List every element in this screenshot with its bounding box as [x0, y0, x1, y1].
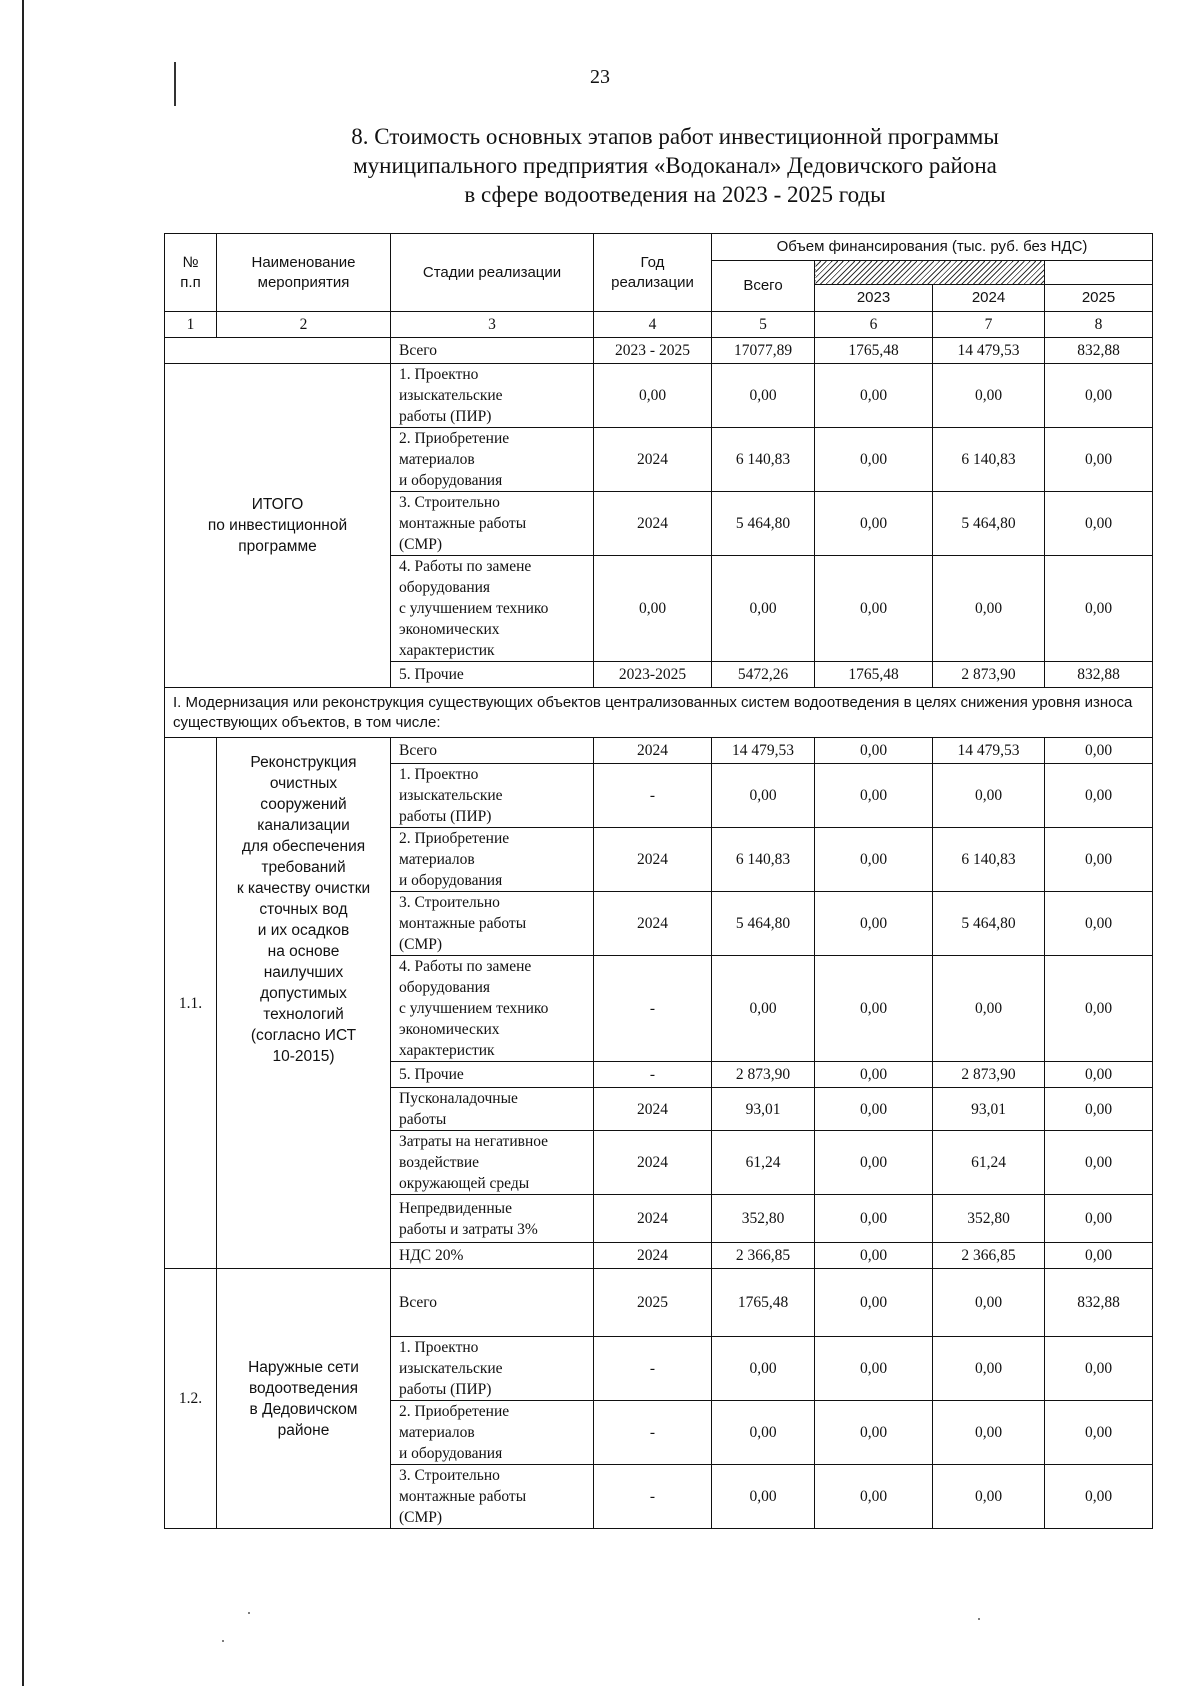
- value-2025-cell: 0,00: [1045, 1465, 1153, 1529]
- header-funding: Объем финансирования (тыс. руб. без НДС): [712, 234, 1153, 261]
- value-2023-cell: 0,00: [815, 492, 933, 556]
- page-number: 23: [590, 66, 610, 88]
- value-2023-cell: 0,00: [815, 1465, 933, 1529]
- value-2024-cell: 5 464,80: [933, 492, 1045, 556]
- scan-speck: [222, 1640, 224, 1642]
- hatched-cell: [815, 261, 1045, 285]
- stage-cell: Пусконаладочные работы: [391, 1088, 594, 1131]
- title-line-2: муниципального предприятия «Водоканал» Дедовичского района: [353, 153, 997, 178]
- total-cell: 0,00: [712, 1337, 815, 1401]
- value-2024-cell: 0,00: [933, 364, 1045, 428]
- value-2023-cell: 0,00: [815, 1088, 933, 1131]
- value-2024-cell: 0,00: [933, 1401, 1045, 1465]
- value-2024-cell: 6 140,83: [933, 428, 1045, 492]
- value-2025-cell: 0,00: [1045, 1195, 1153, 1243]
- total-cell: 352,80: [712, 1195, 815, 1243]
- total-cell: 0,00: [712, 956, 815, 1062]
- header-2025: 2025: [1045, 285, 1153, 312]
- total-cell: 2 366,85: [712, 1243, 815, 1269]
- summary-total-row: [165, 338, 1153, 364]
- total-cell: 93,01: [712, 1088, 815, 1131]
- value-2024-cell: 93,01: [933, 1088, 1045, 1131]
- value-2025-cell: 0,00: [1045, 556, 1153, 662]
- column-number: 7: [933, 312, 1045, 338]
- year-cell: 2024: [594, 1243, 712, 1269]
- value-2023-cell: 0,00: [815, 1243, 933, 1269]
- header-stage: Стадии реализации: [391, 234, 594, 312]
- value-2024-cell: 6 140,83: [933, 828, 1045, 892]
- value-2024-cell: 5 464,80: [933, 892, 1045, 956]
- value-2025-cell: 0,00: [1045, 364, 1153, 428]
- year-cell: -: [594, 764, 712, 828]
- value-2023-cell: 0,00: [815, 892, 933, 956]
- value-2025-cell: 0,00: [1045, 764, 1153, 828]
- value-2024-cell: 0,00: [933, 1465, 1045, 1529]
- value-2025-cell: 0,00: [1045, 738, 1153, 764]
- value-2023-cell: 0,00: [815, 364, 933, 428]
- table-row: [165, 364, 1153, 428]
- header-year: Год реализации: [594, 234, 712, 312]
- section-row: [165, 688, 1153, 738]
- stage-cell: 5. Прочие: [391, 1062, 594, 1088]
- item-name-cell: Наружные сети водоотведения в Дедовичском районе: [217, 1269, 391, 1529]
- total-cell: 1765,48: [712, 1269, 815, 1337]
- value-2024-cell: 61,24: [933, 1131, 1045, 1195]
- stage-cell: Всего: [391, 1269, 594, 1337]
- stage-cell: 2. Приобретение материалов и оборудования: [391, 428, 594, 492]
- empty-header-cell: [1045, 261, 1153, 285]
- summary-year-cell: 2023 - 2025: [594, 338, 712, 364]
- column-number: 5: [712, 312, 815, 338]
- stage-cell: 1. Проектно изыскательские работы (ПИР): [391, 1337, 594, 1401]
- value-2025-cell: 832,88: [1045, 662, 1153, 688]
- column-number: 1: [165, 312, 217, 338]
- item-number-cell: 1.1.: [165, 738, 217, 1269]
- table-row: [165, 738, 1153, 764]
- investment-cost-table: [164, 233, 1153, 1529]
- table-row: [165, 1269, 1153, 1337]
- value-2023-cell: 0,00: [815, 764, 933, 828]
- total-cell: 61,24: [712, 1131, 815, 1195]
- year-cell: 2024: [594, 892, 712, 956]
- value-2023-cell: 0,00: [815, 1269, 933, 1337]
- value-2024-cell: 0,00: [933, 764, 1045, 828]
- value-2023-cell: 0,00: [815, 956, 933, 1062]
- year-cell: -: [594, 1062, 712, 1088]
- value-2024-cell: 0,00: [933, 556, 1045, 662]
- column-number-row: [165, 312, 1153, 338]
- year-cell: 0,00: [594, 556, 712, 662]
- value-2023-cell: 0,00: [815, 1401, 933, 1465]
- page-edge-line: [22, 0, 24, 1686]
- total-cell: 0,00: [712, 364, 815, 428]
- summary-stage-cell: Всего: [391, 338, 594, 364]
- column-number: 6: [815, 312, 933, 338]
- stage-cell: 5. Прочие: [391, 662, 594, 688]
- year-cell: 2023-2025: [594, 662, 712, 688]
- summary-total-cell: 17077,89: [712, 338, 815, 364]
- value-2024-cell: 0,00: [933, 1269, 1045, 1337]
- header-row: [165, 234, 1153, 261]
- stage-cell: 2. Приобретение материалов и оборудования: [391, 1401, 594, 1465]
- stage-cell: 4. Работы по замене оборудования с улучшением технико экономических характеристик: [391, 556, 594, 662]
- stage-cell: НДС 20%: [391, 1243, 594, 1269]
- year-cell: 2024: [594, 1195, 712, 1243]
- value-2024-cell: 0,00: [933, 956, 1045, 1062]
- stage-cell: Непредвиденные работы и затраты 3%: [391, 1195, 594, 1243]
- summary-v2024-cell: 14 479,53: [933, 338, 1045, 364]
- stage-cell: 3. Строительно монтажные работы (СМР): [391, 492, 594, 556]
- total-cell: 0,00: [712, 764, 815, 828]
- column-number: 3: [391, 312, 594, 338]
- value-2023-cell: 0,00: [815, 738, 933, 764]
- value-2025-cell: 0,00: [1045, 1401, 1153, 1465]
- empty-cell: [165, 338, 391, 364]
- value-2025-cell: 832,88: [1045, 1269, 1153, 1337]
- stage-cell: 1. Проектно изыскательские работы (ПИР): [391, 764, 594, 828]
- title-line-1: 8. Стоимость основных этапов работ инвестиционной программы: [351, 124, 999, 149]
- title-line-3: в сфере водоотведения на 2023 - 2025 годы: [464, 182, 886, 207]
- total-cell: 0,00: [712, 556, 815, 662]
- header-total: Всего: [712, 261, 815, 312]
- value-2024-cell: 0,00: [933, 1337, 1045, 1401]
- value-2025-cell: 0,00: [1045, 492, 1153, 556]
- year-cell: 2024: [594, 828, 712, 892]
- item-number-cell: 1.2.: [165, 1269, 217, 1529]
- header-name: Наименование мероприятия: [217, 234, 391, 312]
- year-cell: 2024: [594, 738, 712, 764]
- total-cell: 5 464,80: [712, 492, 815, 556]
- stage-cell: Всего: [391, 738, 594, 764]
- total-cell: 5472,26: [712, 662, 815, 688]
- total-cell: 0,00: [712, 1465, 815, 1529]
- value-2024-cell: 352,80: [933, 1195, 1045, 1243]
- value-2025-cell: 0,00: [1045, 1337, 1153, 1401]
- stage-cell: 3. Строительно монтажные работы (СМР): [391, 1465, 594, 1529]
- column-number: 4: [594, 312, 712, 338]
- value-2025-cell: 0,00: [1045, 1062, 1153, 1088]
- year-cell: 2024: [594, 1131, 712, 1195]
- value-2025-cell: 0,00: [1045, 892, 1153, 956]
- value-2024-cell: 14 479,53: [933, 738, 1045, 764]
- total-cell: 2 873,90: [712, 1062, 815, 1088]
- stage-cell: 2. Приобретение материалов и оборудования: [391, 828, 594, 892]
- summary-name-cell: ИТОГО по инвестиционной программе: [165, 364, 391, 688]
- value-2023-cell: 0,00: [815, 1337, 933, 1401]
- year-cell: 0,00: [594, 364, 712, 428]
- year-cell: 2024: [594, 428, 712, 492]
- year-cell: 2024: [594, 1088, 712, 1131]
- value-2023-cell: 0,00: [815, 428, 933, 492]
- document-title: [250, 122, 1100, 209]
- total-cell: 0,00: [712, 1401, 815, 1465]
- stage-cell: 3. Строительно монтажные работы (СМР): [391, 892, 594, 956]
- value-2025-cell: 0,00: [1045, 956, 1153, 1062]
- scan-speck: [978, 1618, 980, 1620]
- value-2023-cell: 0,00: [815, 1131, 933, 1195]
- summary-v2025-cell: 832,88: [1045, 338, 1153, 364]
- value-2023-cell: 0,00: [815, 556, 933, 662]
- value-2024-cell: 2 873,90: [933, 1062, 1045, 1088]
- value-2023-cell: 0,00: [815, 1062, 933, 1088]
- value-2025-cell: 0,00: [1045, 1088, 1153, 1131]
- value-2025-cell: 0,00: [1045, 1131, 1153, 1195]
- total-cell: 14 479,53: [712, 738, 815, 764]
- scan-speck: [248, 1612, 250, 1614]
- total-cell: 6 140,83: [712, 828, 815, 892]
- column-number: 2: [217, 312, 391, 338]
- value-2023-cell: 1765,48: [815, 662, 933, 688]
- table-body: [165, 234, 1153, 1529]
- header-2024: 2024: [933, 285, 1045, 312]
- value-2025-cell: 0,00: [1045, 828, 1153, 892]
- summary-v2023-cell: 1765,48: [815, 338, 933, 364]
- year-cell: -: [594, 1465, 712, 1529]
- value-2025-cell: 0,00: [1045, 428, 1153, 492]
- value-2023-cell: 0,00: [815, 828, 933, 892]
- item-name-cell: Реконструкция очистных сооружений канализации для обеспечения требований к качеству очистки сточных вод и их осадков на основе наилучших допустимых технологий (согласно ИСТ 10-2015): [217, 738, 391, 1269]
- year-cell: 2024: [594, 492, 712, 556]
- value-2023-cell: 0,00: [815, 1195, 933, 1243]
- stage-cell: 1. Проектно изыскательские работы (ПИР): [391, 364, 594, 428]
- total-cell: 6 140,83: [712, 428, 815, 492]
- stage-cell: 4. Работы по замене оборудования с улучшением технико экономических характеристик: [391, 956, 594, 1062]
- year-cell: -: [594, 1401, 712, 1465]
- value-2024-cell: 2 873,90: [933, 662, 1045, 688]
- total-cell: 5 464,80: [712, 892, 815, 956]
- year-cell: -: [594, 956, 712, 1062]
- year-cell: -: [594, 1337, 712, 1401]
- stage-cell: Затраты на негативное воздействие окружающей среды: [391, 1131, 594, 1195]
- column-number: 8: [1045, 312, 1153, 338]
- value-2024-cell: 2 366,85: [933, 1243, 1045, 1269]
- section-heading-note: I. Модернизация или реконструкция существующих объектов централизованных систем водоотведения в целях снижения уровня износа существующих объектов, в том числе:: [165, 688, 1153, 738]
- header-number: № п.п: [165, 234, 217, 312]
- value-2025-cell: 0,00: [1045, 1243, 1153, 1269]
- header-2023: 2023: [815, 285, 933, 312]
- year-cell: 2025: [594, 1269, 712, 1337]
